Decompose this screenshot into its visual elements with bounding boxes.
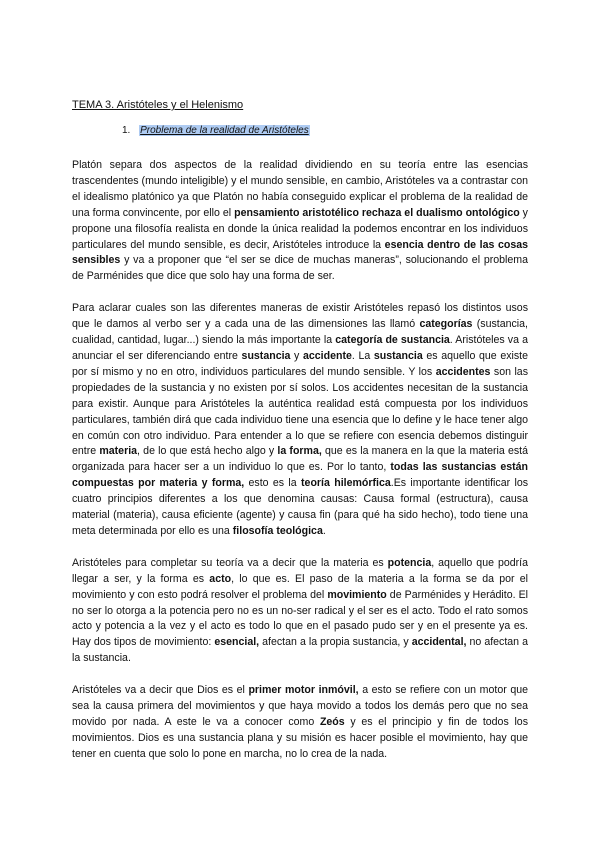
- text-run: , de lo que está hecho algo y: [137, 445, 278, 458]
- bold-term: filosofía teológica: [232, 524, 323, 537]
- text-run: .: [322, 524, 326, 537]
- text-run: es aquello que existe por sí mismo y no en otro, individuos particulares del mundo sensible. Y los: [72, 349, 528, 378]
- text-run: Platón separa dos aspectos de la realidad dividiendo en su teoría entre las esencias trascendentes (mundo inteligible) y el mundo sensible, en cambio, Aristóteles va a contrastar con el idealismo platónico ya que Platón no había conseguido explicar el problema de la realidad de una forma convincente, por ello el: [72, 159, 528, 219]
- bold-term: sustancia: [373, 349, 423, 362]
- bold-term: accidentes: [435, 365, 491, 378]
- paragraph-4: [72, 683, 528, 763]
- text-run: Aristóteles para completar su teoría va a decir que la materia es: [72, 556, 388, 569]
- bold-term: esencial,: [214, 636, 260, 649]
- text-run: esto es la: [244, 477, 302, 490]
- text-run: , lo que es. El paso de la materia a la forma se da por el movimiento y con esto podrá resolver el problema del: [72, 572, 529, 601]
- document-title-text: TEMA 3. Aristóteles y el Helenismo: [72, 99, 244, 111]
- bold-term: acto: [209, 572, 232, 585]
- text-run: son las propiedades de la sustancia y no existen por sí solos. Los accidentes necesitan de la sustancia para existir. Aunque para Aristóteles la auténtica realidad está compuesta por los individuos particulares, también dirá que cada individuo tiene una esencia que lo define y le hace tener algo en común con otro individuo. Para entender a lo que se refiere con esencia debemos distinguir entre: [72, 365, 528, 458]
- text-run: . La: [351, 349, 374, 362]
- text-run: . Aristóteles va a anunciar el ser diferenciando entre: [72, 334, 528, 362]
- bold-term: primer motor inmóvil,: [248, 684, 359, 697]
- section-heading[interactable]: [122, 124, 528, 138]
- document-body: [72, 158, 528, 763]
- bold-term: movimiento: [327, 588, 387, 601]
- bold-term: teoría hilemórfica: [301, 477, 391, 490]
- bold-term: potencia: [387, 556, 432, 569]
- bold-term: todas las sustancias están compuestas por materia y forma,: [72, 461, 529, 490]
- paragraph-3: [72, 556, 528, 667]
- bold-term: Zeós: [319, 716, 345, 728]
- text-run: que es la manera en la que la materia está organizada para hacer ser a un individuo lo que es. Por lo tanto,: [72, 445, 529, 474]
- text-run: Aristóteles va a decir que Dios es el: [72, 684, 249, 697]
- document-title: [72, 98, 528, 112]
- text-run: (sustancia, cualidad, cantidad, lugar...) siendo la más importante la: [72, 318, 528, 347]
- bold-term: categoría de sustancia: [335, 334, 450, 347]
- bold-term: accidente: [303, 349, 352, 362]
- text-run: y propone una filosofía realista en donde la única realidad la podemos encontrar en los individuos particulares del mundo sensible, es decir, Aristóteles introduce la: [72, 206, 528, 251]
- text-run: y va a proponer que “el ser se dice de muchas maneras”, solucionando el problema de Parménides que dice que solo hay una forma de ser.: [72, 254, 528, 283]
- paragraph-1: [72, 158, 528, 285]
- text-run: y: [290, 349, 303, 362]
- text-run: de Parménides y Herádito. El no ser lo otorga a la potencia pero no es un no-ser radical y el ser es el acto. Todo el rato somos acto y potencia a la vez y el acto es todo lo que en el pasado pudo ser y en el presente ya es. Hay dos tipos de movimiento:: [72, 588, 529, 649]
- bold-term: esencia dentro de las cosas sensibles: [72, 238, 529, 267]
- bold-term: categorías: [419, 318, 473, 331]
- paragraph-2: [72, 301, 528, 540]
- text-run: y es el principio y fin de todos los movimientos. Dios es una sustancia plana y su misión es hacer posible el movimiento, hay que tener en cuenta que solo lo pone en marcha, no lo crea de la nada.: [72, 716, 528, 760]
- text-run: , aquello que podría llegar a ser, y la forma es: [72, 556, 528, 585]
- bold-term: materia: [99, 445, 138, 458]
- bold-term: sustancia: [241, 349, 291, 362]
- text-run: .Es importante identificar los cuatro principios diferentes a los que denomina causas: Causa formal (estructura), causa material (materia), causa eficiente (agente) y causa fin (para qué ha sido hecho), todo tiene una meta determinada por ello es una: [72, 477, 529, 537]
- bold-term: la forma,: [277, 445, 322, 458]
- bold-term: pensamiento aristotélico rechaza el dualismo ontológico: [234, 206, 520, 219]
- text-run: no afectan a la sustancia.: [72, 636, 528, 665]
- bold-term: accidental,: [411, 636, 467, 649]
- section-number: 1.: [122, 125, 131, 136]
- section-title: Problema de la realidad de Aristóteles: [140, 125, 309, 136]
- text-run: Para aclarar cuales son las diferentes maneras de existir Aristóteles repasó los distintos usos que le damos al verbo ser y a cada una de las dimensiones las llamó: [72, 302, 528, 331]
- text-run: a esto se refiere con un motor que sea la causa primera del movimientos y que haya movido a todos los demás pero que no sea movido por nada. A este le va a conocer como: [72, 684, 528, 728]
- text-run: afectan a la propia sustancia, y: [259, 636, 412, 649]
